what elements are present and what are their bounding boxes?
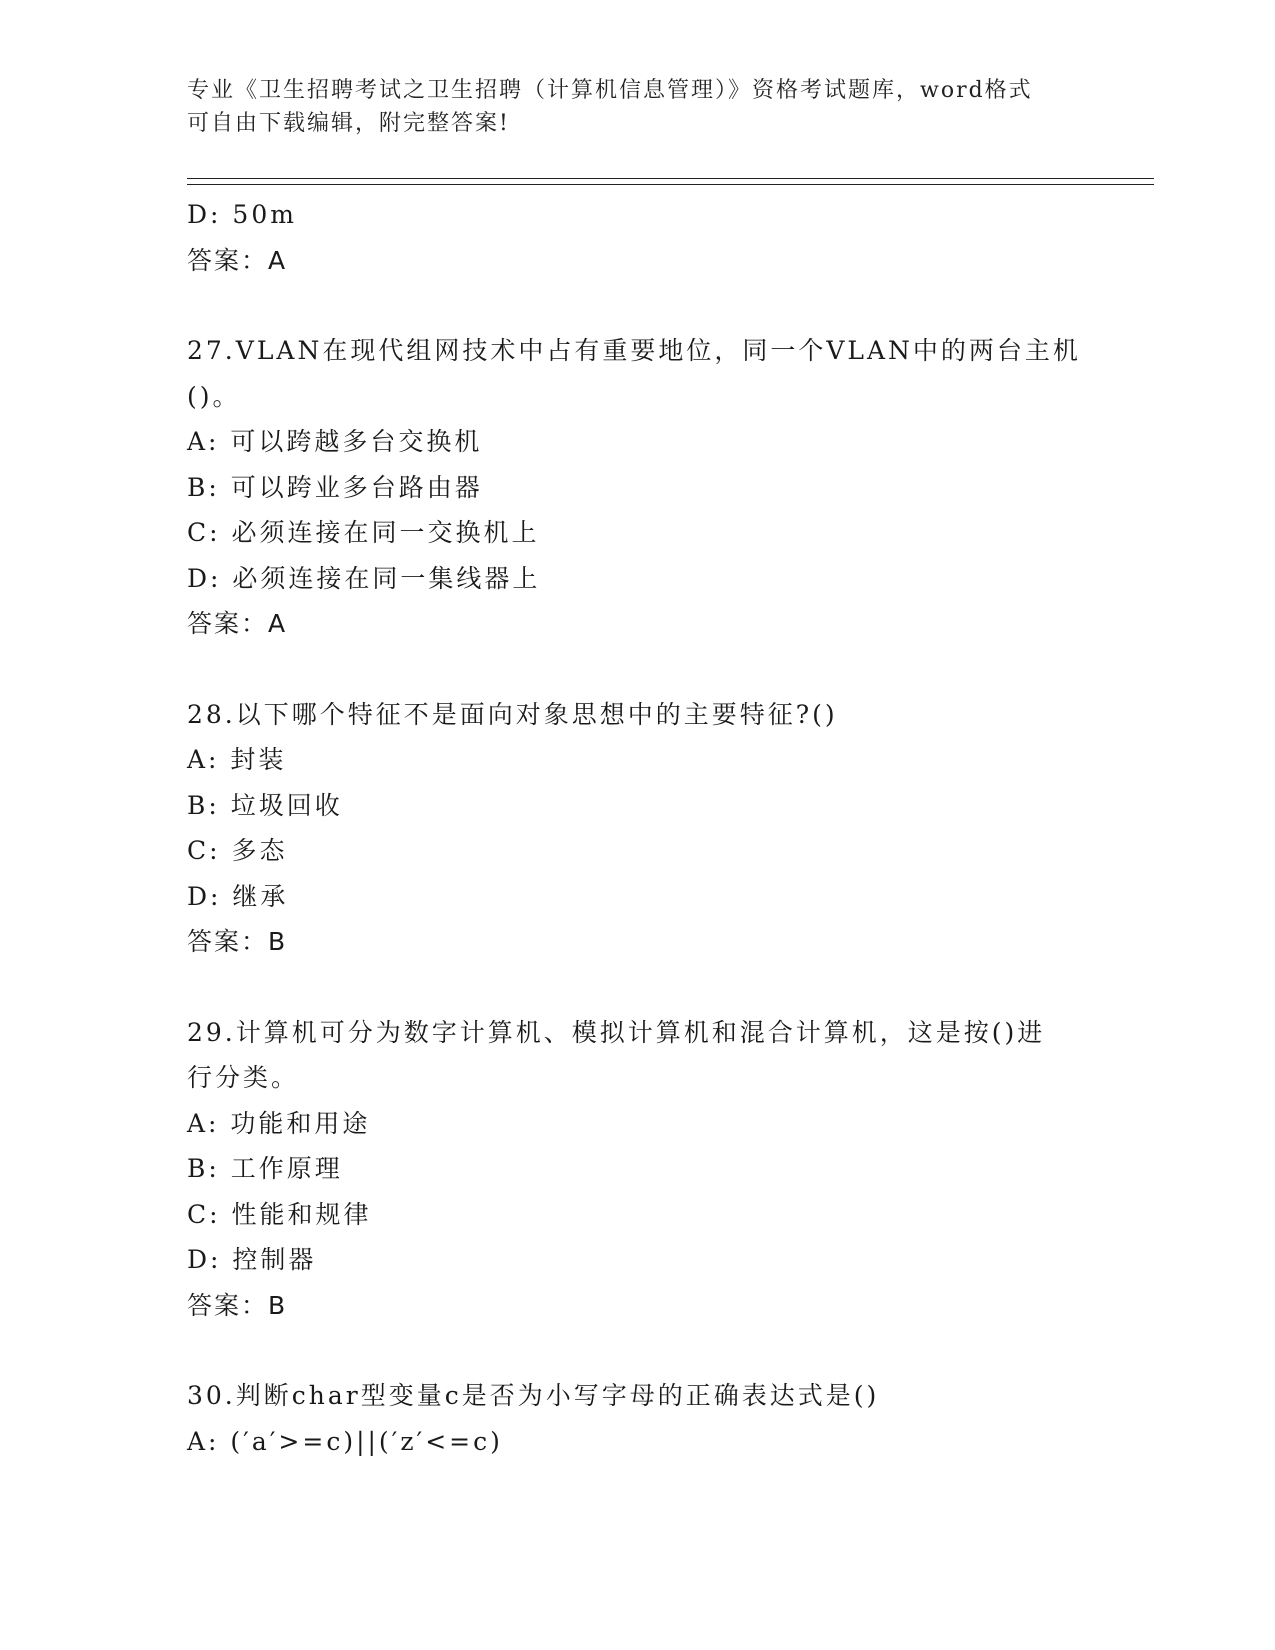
option-c: C: 必须连接在同一交换机上 <box>187 518 540 547</box>
question-stem-continued: ()。 <box>187 381 241 411</box>
question-stem: 28.以下哪个特征不是面向对象思想中的主要特征?() <box>187 699 838 729</box>
question-stem-continued: 行分类。 <box>187 1063 300 1092</box>
header-line-2: 可自由下载编辑，附完整答案! <box>187 111 510 136</box>
document-header <box>187 74 1067 140</box>
answer-line: 答案：B <box>187 927 288 956</box>
option-c: C: 多态 <box>187 836 288 865</box>
question-stem: 29.计算机可分为数字计算机、模拟计算机和混合计算机，这是按()进 <box>187 1017 1046 1047</box>
question-30 <box>187 1373 1087 1464</box>
option-a: A: 功能和用途 <box>187 1108 371 1138</box>
answer-line: 答案：A <box>187 245 288 275</box>
question-29 <box>187 1010 1087 1329</box>
option-c: C: 性能和规律 <box>187 1199 372 1229</box>
option-d: D: 必须连接在同一集线器上 <box>187 563 541 593</box>
option-b: B: 可以跨业多台路由器 <box>187 472 483 502</box>
option-b: B: 垃圾回收 <box>187 790 343 820</box>
answer-line: 答案：B <box>187 1290 288 1320</box>
header-divider-top <box>187 178 1154 179</box>
option-d: D: 控制器 <box>187 1245 317 1274</box>
option-d: D: 继承 <box>187 881 289 911</box>
option-b: B: 工作原理 <box>187 1154 343 1183</box>
question-stem: 30.判断char型变量c是否为小写字母的正确表达式是() <box>187 1381 880 1410</box>
option-a: A: 可以跨越多台交换机 <box>187 427 483 456</box>
question-28 <box>187 692 1087 965</box>
question-27 <box>187 328 1087 647</box>
answer-line: 答案：A <box>187 609 288 638</box>
option-d: D: 50m <box>187 200 297 229</box>
previous-question-tail <box>187 192 1087 283</box>
header-divider-bottom <box>187 184 1154 185</box>
question-stem: 27.VLAN在现代组网技术中占有重要地位，同一个VLAN中的两台主机 <box>187 336 1081 365</box>
header-line-1: 专业《卫生招聘考试之卫生招聘（计算机信息管理）》资格考试题库，word格式 <box>187 78 1033 103</box>
option-a: A: (′a′>=c)||(′z′<=c) <box>187 1426 503 1456</box>
option-a: A: 封装 <box>187 745 287 774</box>
question-list <box>187 192 1087 1464</box>
